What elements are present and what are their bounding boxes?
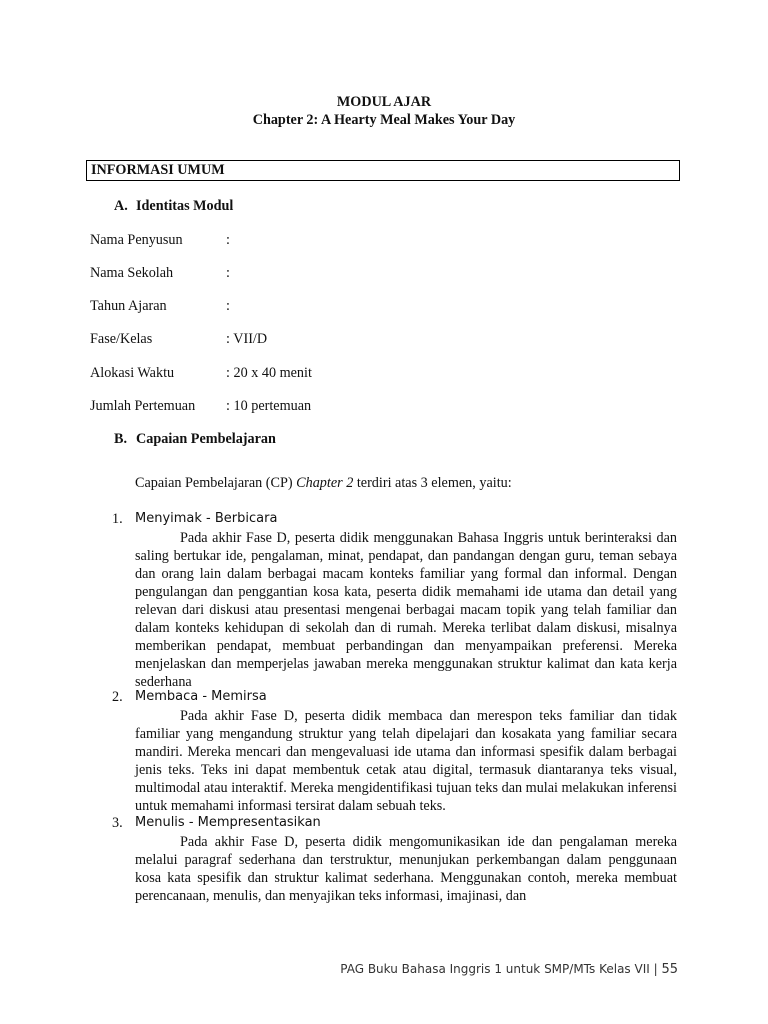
page-footer	[340, 962, 678, 977]
list-item-paragraph: Pada akhir Fase D, peserta didik mengomunikasikan ide dan pengalaman mereka melalui paragraf sederhana dan terstruktur, menunjukan perkembangan dalam penggunaan kosa kata spesifik dan struktur kalimat sederhana. Menggunakan contoh, mereka membuat perencanaan, menulis, dan menyajikan teks informasi, imajinasi, dan	[135, 834, 677, 904]
list-number: 1.	[112, 511, 123, 527]
document-title: MODUL AJAR	[336, 94, 432, 110]
identity-label: Tahun Ajaran	[90, 298, 167, 314]
list-item-title: Menyimak - Berbicara	[135, 511, 278, 526]
document-subtitle: Chapter 2: A Hearty Meal Makes Your Day	[252, 112, 516, 128]
identity-value: : 20 x 40 menit	[226, 365, 312, 381]
heading-letter: B.	[114, 431, 128, 447]
heading-capaian-pembelajaran	[114, 431, 276, 448]
heading-identitas-modul	[114, 198, 233, 215]
list-item-paragraph: Pada akhir Fase D, peserta didik membaca dan merespon teks familiar dan tidak familiar yang mengandung struktur yang telah dipelajari dan kosakata yang familiar secara mandiri. Mereka mencari dan mengevaluasi ide utama dan informasi spesifik dalam berbagai jenis teks. Teks ini dapat membentuk cetak atau digital, termasuk diantaranya teks visual, multimodal atau interaktif. Mereka mengidentifikasi tujuan teks dan mulai melakukan inferensi untuk memahami informasi tersirat dalam sebuah teks.	[135, 708, 677, 814]
identity-label: Fase/Kelas	[90, 331, 153, 347]
heading-text: Identitas Modul	[136, 198, 234, 214]
list-number: 3.	[112, 815, 123, 831]
identity-value: : 10 pertemuan	[226, 398, 312, 414]
page-number: 55	[661, 962, 678, 977]
identity-value: :	[226, 232, 230, 248]
capaian-intro	[135, 475, 512, 492]
heading-letter: A.	[114, 198, 128, 214]
list-item-title: Menulis - Mempresentasikan	[135, 815, 321, 830]
section-box-informasi-umum: INFORMASI UMUM	[86, 160, 680, 181]
identity-value: :	[226, 298, 230, 314]
identity-value: :	[226, 265, 230, 281]
identity-label: Nama Penyusun	[90, 232, 183, 248]
list-number: 2.	[112, 689, 123, 705]
intro-text-end: terdiri atas 3 elemen, yaitu:	[353, 475, 512, 491]
identity-label: Jumlah Pertemuan	[90, 398, 196, 414]
list-item-paragraph: Pada akhir Fase D, peserta didik menggunakan Bahasa Inggris untuk berinteraksi dan saling bertukar ide, pengalaman, minat, pendapat, dan pandangan dengan guru, teman sebaya dan orang lain dalam berbagai macam konteks familiar yang formal dan informal. Dengan pengulangan dan penggantian kosa kata, peserta didik memahami ide utama dan detail yang relevan dari diskusi atau presentasi mengenai berbagai macam topik yang telah familiar dan dalam konteks kehidupan di sekolah dan di rumah. Mereka terlibat dalam diskusi, misalnya memberikan pendapat, membuat perbandingan dan menyampaikan preferensi. Mereka menjelaskan dan memperjelas jawaban mereka menggunakan struktur kalimat dan kata kerja sederhana	[135, 530, 677, 690]
identity-value: : VII/D	[226, 331, 268, 347]
list-item-title: Membaca - Memirsa	[135, 689, 267, 704]
intro-emphasis: Chapter 2	[296, 475, 354, 491]
identity-label: Alokasi Waktu	[90, 365, 175, 381]
footer-text: PAG Buku Bahasa Inggris 1 untuk SMP/MTs Kelas VII |	[340, 962, 662, 976]
heading-text: Capaian Pembelajaran	[136, 431, 276, 447]
intro-text: Capaian Pembelajaran (CP)	[135, 475, 297, 491]
identity-label: Nama Sekolah	[90, 265, 174, 281]
